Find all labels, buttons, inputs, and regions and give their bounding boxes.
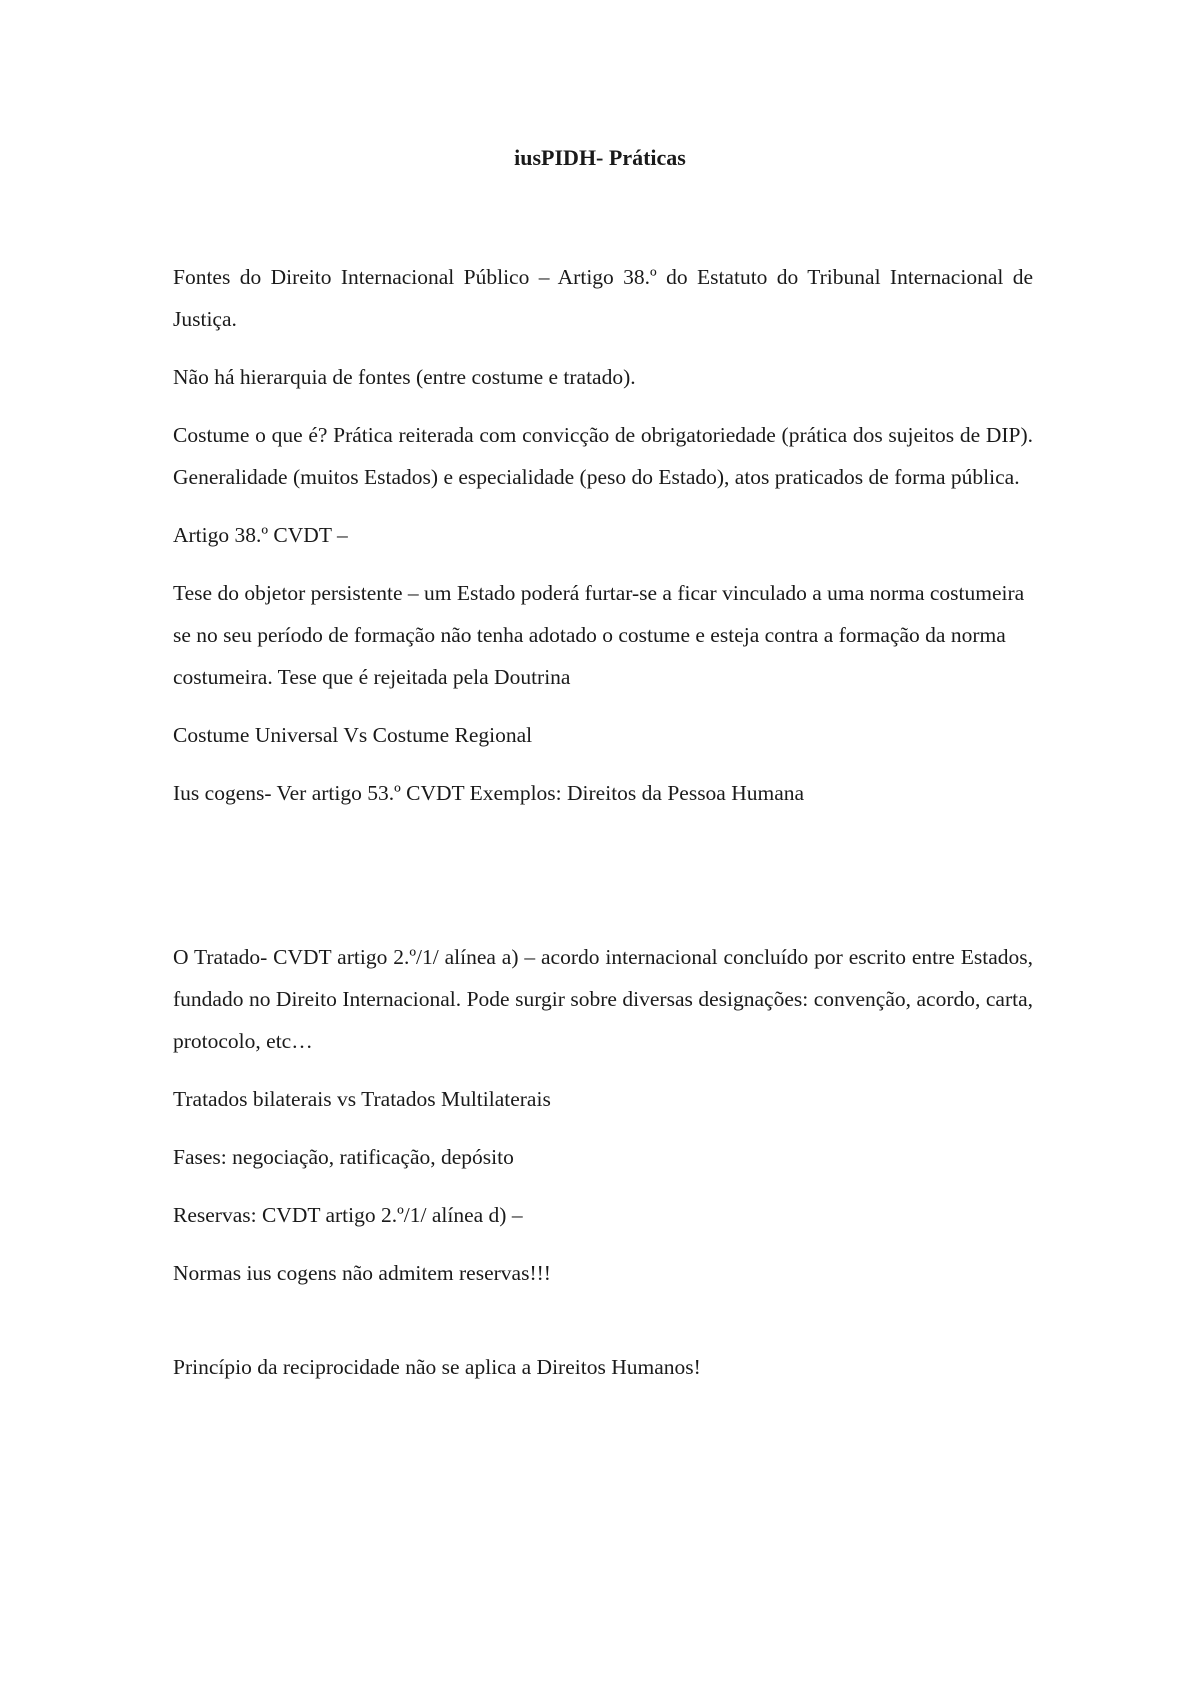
document-title: iusPIDH- Práticas xyxy=(514,145,686,170)
paragraph-costume-universal: Costume Universal Vs Costume Regional xyxy=(173,723,533,747)
paragraph-normas-ius-cogens: Normas ius cogens não admitem reservas!!! xyxy=(173,1261,551,1285)
paragraph-ius-cogens: Ius cogens- Ver artigo 53.º CVDT Exemplos: Direitos da Pessoa Humana xyxy=(173,781,805,805)
document-body xyxy=(173,256,1033,1404)
paragraph-hierarquia: Não há hierarquia de fontes (entre costume e tratado). xyxy=(173,365,636,389)
paragraph-objetor-persistente: Tese do objetor persistente – um Estado poderá furtar-se a ficar vinculado a uma norma costumeira se no seu período de formação não tenha adotado o costume e esteja contra a formação da norma costumeira. Tese que é rejeitada pela Doutrina xyxy=(173,581,1025,689)
paragraph-costume: Costume o que é? Prática reiterada com convicção de obrigatoriedade (prática dos sujeitos de DIP). Generalidade (muitos Estados) e especialidade (peso do Estado), atos praticados de forma pública. xyxy=(173,423,1033,489)
paragraph-tratado: O Tratado- CVDT artigo 2.º/1/ alínea a) – acordo internacional concluído por escrito entre Estados, fundado no Direito Internacional. Pode surgir sobre diversas designações: convenção, acordo, carta, protocolo, etc… xyxy=(173,945,1033,1053)
paragraph-fontes: Fontes do Direito Internacional Público – Artigo 38.º do Estatuto do Tribunal Internacional de Justiça. xyxy=(173,265,1033,331)
paragraph-artigo-38: Artigo 38.º CVDT – xyxy=(173,523,348,547)
paragraph-reservas: Reservas: CVDT artigo 2.º/1/ alínea d) – xyxy=(173,1203,523,1227)
paragraph-reciprocidade: Princípio da reciprocidade não se aplica a Direitos Humanos! xyxy=(173,1355,701,1379)
paragraph-tratados-bilaterais: Tratados bilaterais vs Tratados Multilaterais xyxy=(173,1087,551,1111)
paragraph-fases: Fases: negociação, ratificação, depósito xyxy=(173,1145,514,1169)
